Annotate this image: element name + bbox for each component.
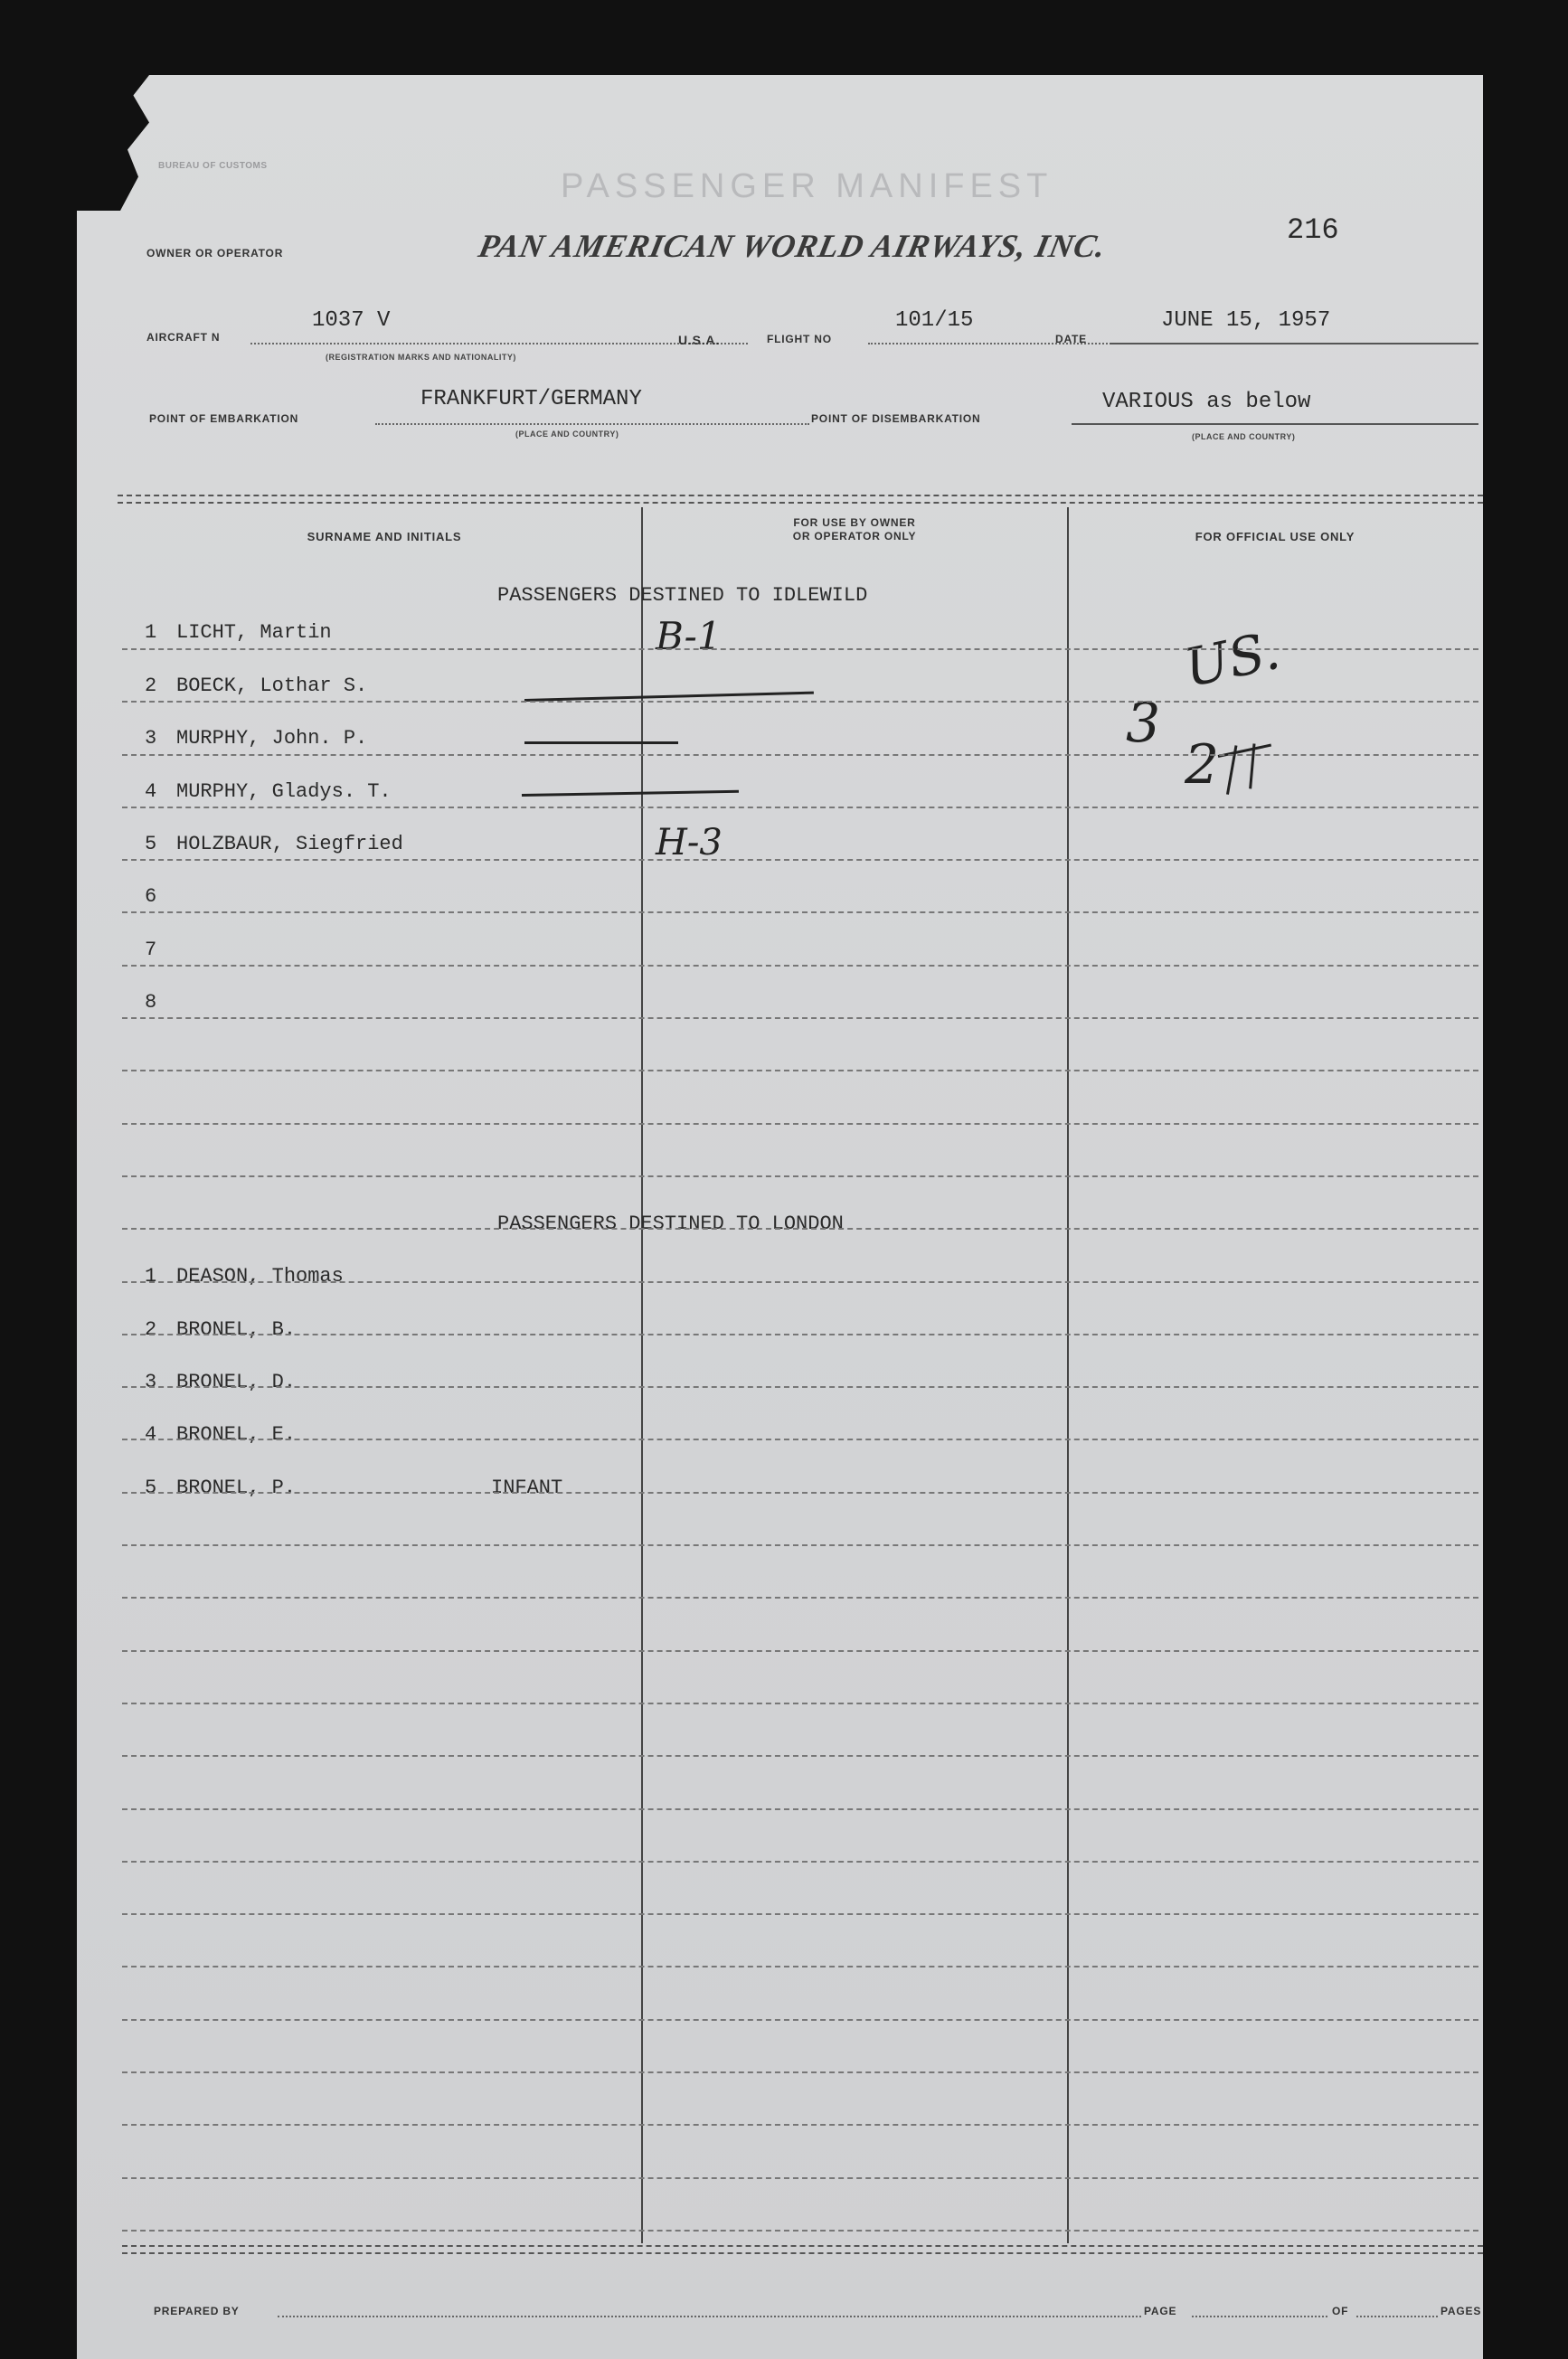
ruled-line bbox=[122, 754, 1478, 756]
row-number: 2 bbox=[145, 1318, 157, 1341]
dash-mark bbox=[524, 741, 678, 744]
top-double-rule bbox=[118, 495, 1483, 504]
passenger-name: BRONEL, D. bbox=[176, 1371, 297, 1393]
manifest-sheet bbox=[77, 75, 1483, 2359]
embark-underline bbox=[375, 423, 809, 425]
date-value: JUNE 15, 1957 bbox=[1161, 308, 1331, 333]
page-number: 216 bbox=[1287, 213, 1339, 247]
passenger-name: DEASON, Thomas bbox=[176, 1265, 344, 1288]
ruled-line bbox=[122, 1808, 1478, 1810]
ruled-line bbox=[122, 2230, 1478, 2232]
official-mark: 3 bbox=[1126, 692, 1161, 755]
manifest-title: PASSENGER MANIFEST bbox=[561, 167, 1053, 205]
ruled-line bbox=[122, 701, 1478, 703]
dash-mark bbox=[522, 790, 739, 797]
ruled-line bbox=[122, 1386, 1478, 1388]
aircraft-value: 1037 V bbox=[312, 308, 391, 333]
bottom-double-rule bbox=[122, 2245, 1483, 2254]
section-heading-london: PASSENGERS DESTINED TO LONDON bbox=[497, 1213, 844, 1235]
ruled-line bbox=[122, 1492, 1478, 1494]
aircraft-label: AIRCRAFT N bbox=[146, 331, 221, 344]
passenger-name: BOECK, Lothar S. bbox=[176, 675, 368, 697]
ruled-line bbox=[122, 1966, 1478, 1967]
page-line bbox=[1192, 2316, 1327, 2317]
owner-note: B-1 bbox=[656, 614, 722, 658]
ruled-line bbox=[122, 1597, 1478, 1599]
disembark-underline bbox=[1072, 423, 1478, 425]
row-number: 4 bbox=[145, 780, 157, 803]
owner-label: OWNER OR OPERATOR bbox=[146, 247, 284, 259]
of-label: OF bbox=[1332, 2305, 1349, 2317]
row-number: 5 bbox=[145, 833, 157, 855]
ruled-line bbox=[122, 1755, 1478, 1757]
row-number: 6 bbox=[145, 885, 157, 908]
passenger-name: BRONEL, P. bbox=[176, 1477, 297, 1499]
usa-label: U.S.A. bbox=[678, 333, 721, 347]
row-number: 3 bbox=[145, 727, 157, 750]
ruled-line bbox=[122, 1861, 1478, 1863]
passenger-name: MURPHY, John. P. bbox=[176, 727, 368, 750]
row-number: 1 bbox=[145, 621, 157, 644]
ruled-line bbox=[122, 911, 1478, 913]
ruled-line bbox=[122, 1281, 1478, 1283]
passenger-name: LICHT, Martin bbox=[176, 621, 332, 644]
col-divider-1 bbox=[641, 507, 643, 2243]
pages-label: PAGES bbox=[1440, 2305, 1482, 2317]
ruled-line bbox=[122, 1070, 1478, 1071]
col-official-header: FOR OFFICIAL USE ONLY bbox=[1195, 530, 1355, 543]
passenger-name: BRONEL, B. bbox=[176, 1318, 297, 1341]
ruled-line bbox=[122, 1228, 1478, 1230]
owner-value: PAN AMERICAN WORLD AIRWAYS, INC. bbox=[475, 228, 1110, 264]
row-number: 3 bbox=[145, 1371, 157, 1393]
ruled-line bbox=[122, 1439, 1478, 1440]
row-number: 4 bbox=[145, 1423, 157, 1446]
disembark-value: VARIOUS as below bbox=[1102, 390, 1311, 414]
passenger-name: MURPHY, Gladys. T. bbox=[176, 780, 392, 803]
flight-value: 101/15 bbox=[895, 308, 974, 333]
ruled-line bbox=[122, 1703, 1478, 1704]
prepared-by-label: PREPARED BY bbox=[154, 2305, 240, 2317]
official-mark: US. bbox=[1179, 618, 1285, 700]
ruled-line bbox=[122, 648, 1478, 650]
ruled-line bbox=[122, 1334, 1478, 1335]
passenger-name: HOLZBAUR, Siegfried bbox=[176, 833, 403, 855]
aircraft-underline bbox=[250, 343, 748, 344]
col-divider-2 bbox=[1067, 507, 1069, 2243]
row-number: 5 bbox=[145, 1477, 157, 1499]
of-line bbox=[1356, 2316, 1438, 2317]
row-number: 8 bbox=[145, 991, 157, 1014]
passenger-name: BRONEL, E. bbox=[176, 1423, 297, 1446]
corner-stamp: BUREAU OF CUSTOMS bbox=[158, 161, 268, 171]
ruled-line bbox=[122, 1017, 1478, 1019]
page-label: PAGE bbox=[1144, 2305, 1177, 2317]
ruled-line bbox=[122, 859, 1478, 861]
ruled-line bbox=[122, 2124, 1478, 2126]
ruled-line bbox=[122, 1175, 1478, 1177]
col-owner-header-2: OR OPERATOR ONLY bbox=[792, 530, 917, 543]
disembark-label: POINT OF DISEMBARKATION bbox=[811, 412, 981, 425]
row-number: 7 bbox=[145, 939, 157, 961]
prepared-by-line bbox=[278, 2316, 1141, 2317]
date-label: DATE bbox=[1055, 333, 1087, 345]
section-heading-idlewild: PASSENGERS DESTINED TO IDLEWILD bbox=[497, 584, 868, 607]
flight-underline bbox=[868, 343, 1126, 344]
ruled-line bbox=[122, 2071, 1478, 2073]
row-number: 2 bbox=[145, 675, 157, 697]
official-mark: 2 bbox=[1185, 733, 1220, 797]
col-owner-header-1: FOR USE BY OWNER bbox=[793, 516, 916, 529]
passenger-extra: INFANT bbox=[491, 1477, 563, 1499]
col-surname-header: SURNAME AND INITIALS bbox=[307, 530, 462, 543]
owner-note: H-3 bbox=[656, 822, 723, 863]
date-underline bbox=[1110, 343, 1478, 344]
flight-label: FLIGHT NO bbox=[767, 333, 832, 345]
ruled-line bbox=[122, 1123, 1478, 1125]
embark-label: POINT OF EMBARKATION bbox=[149, 412, 299, 425]
ruled-line bbox=[122, 2177, 1478, 2179]
disembark-sub: (PLACE AND COUNTRY) bbox=[1192, 432, 1296, 441]
ruled-line bbox=[122, 965, 1478, 967]
torn-corner bbox=[77, 75, 149, 211]
ruled-line bbox=[122, 807, 1478, 808]
embark-value: FRANKFURT/GERMANY bbox=[420, 387, 642, 411]
ruled-line bbox=[122, 1650, 1478, 1652]
ruled-line bbox=[122, 1544, 1478, 1546]
ruled-line bbox=[122, 1913, 1478, 1915]
embark-sub: (PLACE AND COUNTRY) bbox=[515, 429, 619, 439]
ruled-line bbox=[122, 2019, 1478, 2021]
row-number: 1 bbox=[145, 1265, 157, 1288]
aircraft-sub: (REGISTRATION MARKS AND NATIONALITY) bbox=[326, 353, 516, 362]
